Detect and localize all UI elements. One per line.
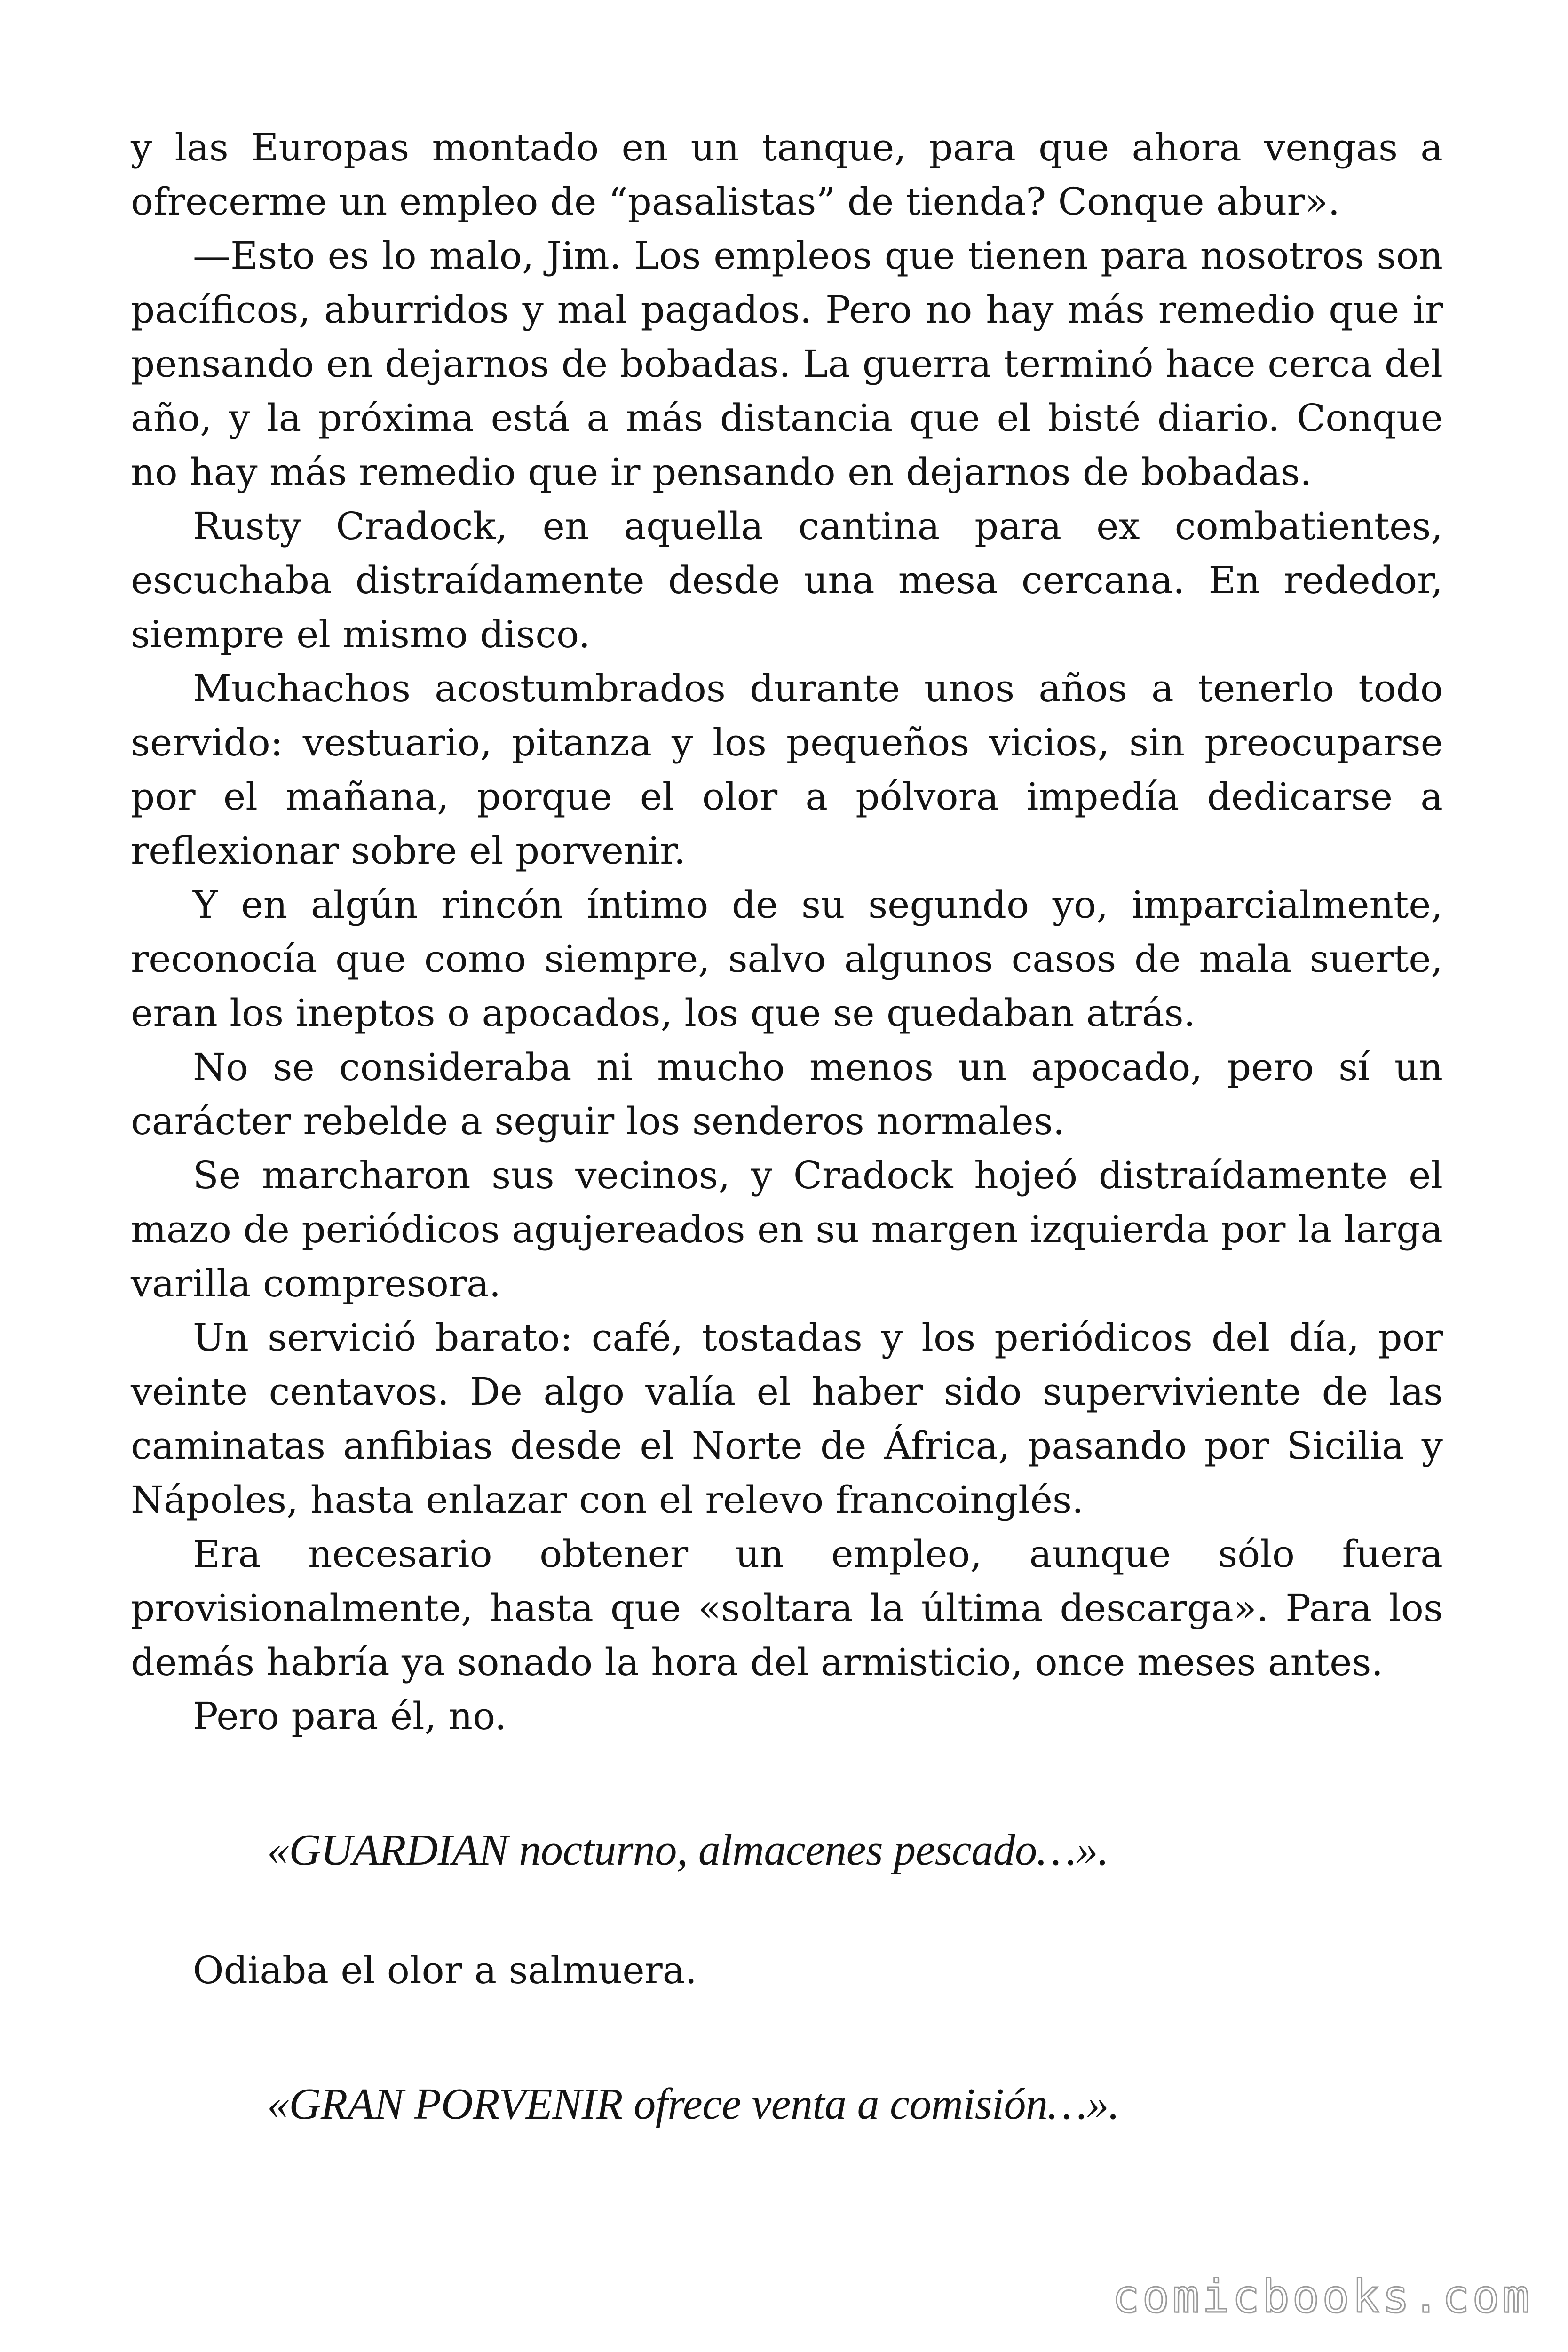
paragraph: No se consideraba ni mucho menos un apocado, pero sí un carácter rebelde a seguir los senderos normales. xyxy=(131,1045,1443,1143)
paragraph: Era necesario obtener un empleo, aunque sólo fuera provisionalmente, hasta que «soltara la última descarga». Para los demás habría ya sonado la hora del armisticio, once meses antes. xyxy=(131,1532,1443,1684)
classified-ad-quote: «GRAN PORVENIR ofrece venta a comisión…». xyxy=(267,2080,1120,2129)
spacer xyxy=(131,1743,1443,1823)
paragraph: Odiaba el olor a salmuera. xyxy=(193,1948,697,1992)
watermark: comicbooks.com xyxy=(1112,2270,1532,2323)
paragraph: Pero para él, no. xyxy=(193,1694,507,1738)
paragraph: —Esto es lo malo, Jim. Los empleos que tienen para nosotros son pacíficos, aburridos y mal pagados. Pero no hay más remedio que ir pensando en dejarnos de bobadas. La guerra terminó hace cerca del año, y la próxima está a más distancia que el bisté diario. Conque no hay más remedio que ir pensando en dejarnos de bobadas. xyxy=(131,234,1443,494)
paragraph: Y en algún rincón íntimo de su segundo yo, imparcialmente, reconocía que como siempre, salvo algunos casos de mala suerte, eran los ineptos o apocados, los que se quedaban atrás. xyxy=(131,883,1443,1035)
paragraph: Un servició barato: café, tostadas y los periódicos del día, por veinte centavos. De algo valía el haber sido superviviente de las caminatas anfibias desde el Norte de África, pasando por Sicilia y Nápoles, hasta enlazar con el relevo francoinglés. xyxy=(131,1316,1443,1522)
book-page xyxy=(131,120,1443,2131)
classified-ad-quote: «GUARDIAN nocturno, almacenes pescado…». xyxy=(267,1826,1109,1875)
paragraph: Rusty Cradock, en aquella cantina para ex combatientes, escuchaba distraídamente desde una mesa cercana. En rededor, siempre el mismo disco. xyxy=(131,504,1443,656)
spacer xyxy=(131,1877,1443,1943)
paragraph: Se marcharon sus vecinos, y Cradock hojeó distraídamente el mazo de periódicos agujereados en su margen izquierda por la larga varilla compresora. xyxy=(131,1153,1443,1305)
spacer xyxy=(131,1997,1443,2077)
paragraph: Muchachos acostumbrados durante unos años a tenerlo todo servido: vestuario, pitanza y los pequeños vicios, sin preocuparse por el mañana, porque el olor a pólvora impedía dedicarse a reflexionar sobre el porvenir. xyxy=(131,667,1443,873)
paragraph: y las Europas montado en un tanque, para que ahora vengas a ofrecerme un empleo de “pasalistas” de tienda? Conque abur». xyxy=(131,126,1443,223)
